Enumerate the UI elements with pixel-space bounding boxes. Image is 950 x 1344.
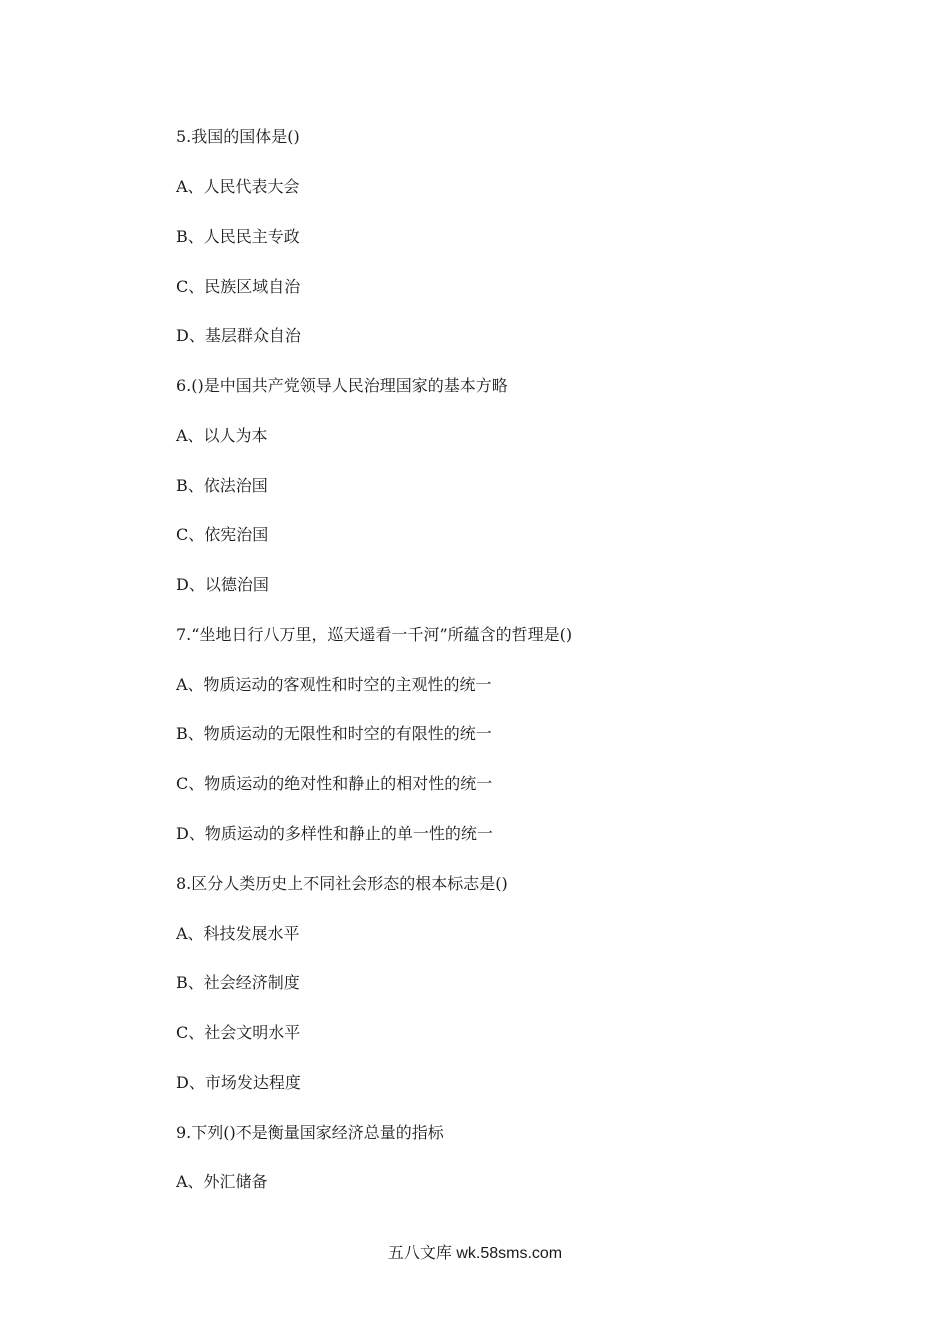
question-8-option-c: C、社会文明水平 — [176, 1023, 301, 1042]
question-6-option-a: A、以人为本 — [176, 426, 268, 445]
question-7-option-d: D、物质运动的多样性和静止的单一性的统一 — [176, 824, 493, 843]
question-5-option-b: B、人民民主专政 — [176, 227, 300, 246]
question-8-option-b: B、社会经济制度 — [176, 973, 300, 992]
question-5-option-d: D、基层群众自治 — [176, 326, 301, 345]
question-7-option-b: B、物质运动的无限性和时空的有限性的统一 — [176, 724, 492, 743]
question-7-option-c: C、物质运动的绝对性和静止的相对性的统一 — [176, 774, 493, 793]
question-5-stem: 5.我国的国体是() — [176, 127, 300, 146]
question-7-stem: 7.“坐地日行八万里，巡天遥看一千河”所蕴含的哲理是() — [176, 625, 573, 644]
question-5-option-c: C、民族区域自治 — [176, 277, 301, 296]
question-6-option-d: D、以德治国 — [176, 575, 269, 594]
question-6-option-b: B、依法治国 — [176, 476, 268, 495]
question-9-option-a: A、外汇储备 — [176, 1172, 268, 1191]
question-9-stem: 9.下列()不是衡量国家经济总量的指标 — [176, 1123, 444, 1142]
question-6-stem: 6.()是中国共产党领导人民治理国家的基本方略 — [176, 376, 508, 395]
page-footer: 五八文库 wk.58sms.com — [387, 1245, 563, 1262]
question-6-option-c: C、依宪治国 — [176, 525, 269, 544]
question-8-option-d: D、市场发达程度 — [176, 1073, 301, 1092]
question-7-option-a: A、物质运动的客观性和时空的主观性的统一 — [176, 675, 492, 694]
question-5-option-a: A、人民代表大会 — [176, 177, 300, 196]
question-8-option-a: A、科技发展水平 — [176, 924, 300, 943]
question-8-stem: 8.区分人类历史上不同社会形态的根本标志是() — [176, 874, 508, 893]
